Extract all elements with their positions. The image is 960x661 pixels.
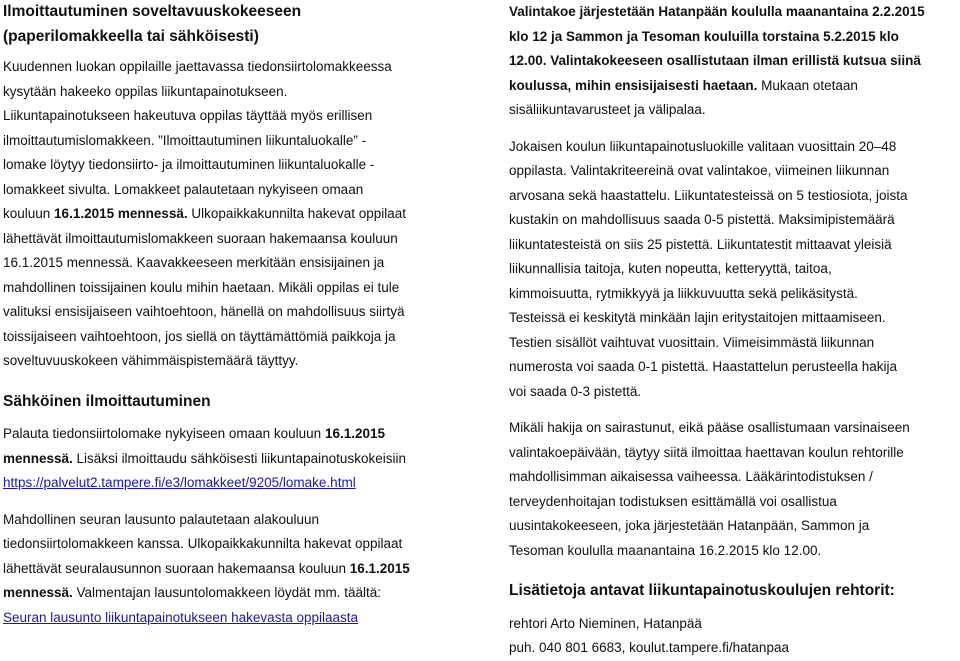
text-line: valituksi ensisijaiseen vaihtoehtoon, hänellä on mahdollisuus siirtyä	[3, 304, 405, 319]
text-line: Tesoman koululla maanantaina 16.2.2015 klo 12.00.	[509, 542, 822, 558]
text-span: Lisäksi ilmoittaudu sähköisesti liikuntapainotuskokeisiin	[72, 450, 406, 466]
deadline-date: 16.1.2015	[324, 426, 386, 441]
text-line: Liikuntapainotukseen hakeutuva oppilas täyttää myös erillisen	[3, 108, 373, 123]
text-line: arvosana sekä haastattelu. Liikuntatesteissä on 5 testiosiota, joista	[509, 187, 908, 203]
text-span: koulussa, mihin ensisijaisesti haetaan.	[509, 77, 758, 93]
text-line: liikuntatesteistä on siis 25 pistettä. Liikuntatestit mittaavat yleisiä	[509, 236, 892, 252]
text-line	[3, 557, 473, 582]
text-line: mahdollinen toissijainen koulu mihin haetaan. Mikäli oppilas ei tule	[3, 279, 400, 295]
text-span: Valmentajan lausuntolomakkeen löydät mm. täältä:	[72, 585, 381, 600]
text-line: Jokaisen koulun liikuntapainotusluokille valitaan vuosittain 20–48	[509, 138, 897, 154]
paragraph-electronic	[3, 422, 473, 496]
text-line	[3, 606, 473, 631]
text-line: Kuudennen luokan oppilaille jaettavassa tiedonsiirtolomakkeessa	[3, 59, 392, 74]
text-line: Testeissä ei keskitytä minkään lajin eritystaitojen mittaamiseen.	[509, 310, 886, 325]
text-line: uusintakokeeseen, joka järjestetään Hatanpään, Sammon ja	[509, 518, 870, 533]
text-line: lomake löytyy tiedonsiirto- ja ilmoittautuminen liikuntaluokalle -	[3, 157, 375, 172]
text-line: kysytään hakeeko oppilas liikuntapainotukseen.	[3, 83, 288, 99]
text-line: soveltuvuuskokeen vähimmäispistemäärä täyttyy.	[3, 353, 299, 368]
text-line: lomakkeet sivulta. Lomakkeet palautetaan nykyiseen omaan	[3, 181, 364, 197]
text-line	[3, 581, 473, 606]
paragraph-club-statement	[3, 508, 473, 631]
text-line: terveydenhoitajan todistuksen esittämällä voi osallistua	[509, 493, 837, 509]
right-column	[509, 0, 957, 661]
paragraph-registration	[3, 55, 473, 374]
text-line: Valintakoe järjestetään Hatanpään koululla maanantaina 2.2.2015	[509, 4, 925, 19]
text-line: lähettävät ilmoittautumislomakkeen suoraan hakemaansa kouluun	[3, 230, 398, 246]
paragraph-selection-criteria	[509, 135, 957, 405]
text-span: kouluun	[3, 206, 55, 221]
text-line: valintakoepäivään, täytyy siitä ilmoittaa haettavan koulun rehtorille	[509, 444, 904, 460]
text-line: kustakin on mahdollisuus saada 0-5 pistettä. Maksimipistemäärä	[509, 212, 895, 227]
text-line: Mikäli hakija on sairastunut, eikä pääse osallistumaan varsinaiseen	[509, 420, 910, 435]
club-statement-link[interactable]: Seuran lausunto liikuntapainotukseen hakevasta oppilaasta	[3, 609, 359, 625]
deadline-date: mennessä.	[3, 585, 73, 600]
text-line	[509, 74, 957, 99]
contact-name: rehtori Arto Nieminen, Hatanpää	[509, 615, 702, 631]
left-column	[3, 0, 473, 630]
text-line: voi saada 0-3 pistettä.	[509, 383, 642, 399]
deadline-date: 16.1.2015 mennessä.	[54, 206, 188, 221]
contact-phone: puh. 040 801 6683, koulut.tampere.fi/hatanpaa	[509, 640, 789, 655]
text-line: kimmoisuutta, rytmikkyyä ja liikkuvuutta sekä pelikäsitystä.	[509, 285, 858, 301]
heading-registration-line2: (paperilomakkeella tai sähköisesti)	[3, 27, 259, 45]
text-line: toissijaiseen vaihtoehtoon, jos siellä on täyttämättömiä paikkoja ja	[3, 328, 396, 344]
heading-registration-line1: Ilmoittautuminen soveltavuuskokeeseen	[3, 3, 302, 20]
text-line	[3, 447, 473, 472]
paragraph-illness	[509, 416, 957, 563]
text-line	[3, 471, 473, 496]
text-span: Mukaan otetaan	[757, 77, 858, 93]
text-line	[3, 202, 473, 227]
text-line: ilmoittautumislomakkeen. ”Ilmoittautuminen liikuntaluokalle” -	[3, 132, 367, 148]
text-line: liikunnallisia taitoja, kuten nopeutta, ketteryyttä, taitoa,	[509, 261, 832, 276]
deadline-date: mennessä.	[3, 450, 73, 466]
text-line: oppilasta. Valintakriteereinä ovat valintakoe, viimeinen liikunnan	[509, 163, 890, 178]
text-line	[3, 422, 473, 447]
text-span: lähettävät seuralausunnon suoraan hakemaansa kouluun	[3, 560, 350, 576]
deadline-date: 16.1.2015	[349, 560, 410, 576]
heading-more-info: Lisätietoja antavat liikuntapainotuskoulujen rehtorit:	[509, 582, 895, 599]
registration-form-link[interactable]: https://palvelut2.tampere.fi/e3/lomakkeet/9205/lomake.html	[3, 475, 356, 490]
text-line: 12.00. Valintakokeeseen osallistutaan ilman erillistä kutsua siinä	[509, 53, 921, 68]
text-line: 16.1.2015 mennessä. Kaavakkeeseen merkitään ensisijainen ja	[3, 255, 385, 270]
text-span: Palauta tiedonsiirtolomake nykyiseen omaan kouluun	[3, 426, 325, 441]
text-line: klo 12 ja Sammon ja Tesoman kouluilla torstaina 5.2.2015 klo	[509, 28, 899, 44]
text-line: Testien sisällöt vaihtuvat vuosittain. Viimeisimmästä liikunnan	[509, 334, 875, 350]
text-line: tiedonsiirtolomakkeen kanssa. Ulkopaikkakunnilta hakevat oppilaat	[3, 536, 403, 551]
text-line: sisäliikuntavarusteet ja välipalaa.	[509, 102, 706, 117]
text-line: numerosta voi saada 0-1 pistettä. Haastattelun perusteella hakija	[509, 359, 897, 374]
text-line: Mahdollinen seuran lausunto palautetaan alakouluun	[3, 511, 319, 527]
heading-electronic-registration: Sähköinen ilmoittautuminen	[3, 392, 211, 410]
text-line: mahdollisimman aikaisessa vaiheessa. Lääkärintodistuksen /	[509, 469, 873, 484]
paragraph-exam-info	[509, 0, 957, 123]
text-span: Ulkopaikkakunnilta hakevat oppilaat	[191, 206, 407, 221]
